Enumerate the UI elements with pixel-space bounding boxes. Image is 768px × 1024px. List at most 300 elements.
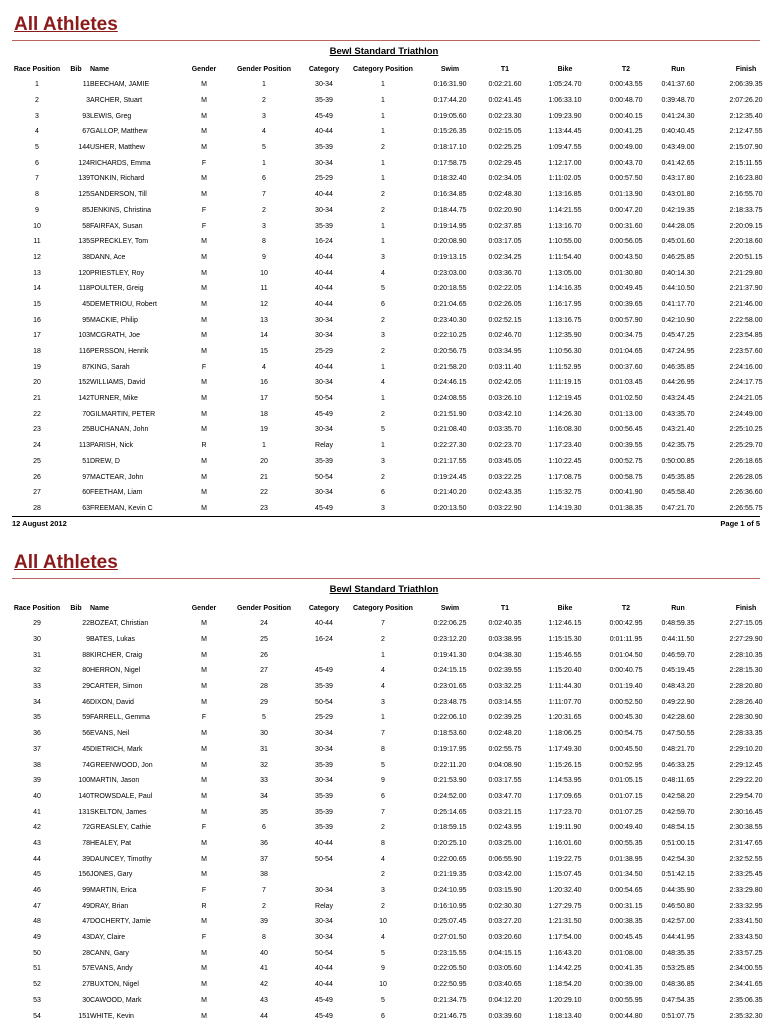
run-time-cell: 0:43:21.40 (661, 426, 695, 434)
race-position-cell: 2 (35, 97, 39, 105)
table-row (12, 297, 768, 313)
name-cell: HEALEY, Pat (90, 839, 132, 847)
race-position-cell: 4 (35, 128, 39, 136)
results-table (12, 62, 768, 516)
table-row (12, 930, 768, 946)
t2-time-cell: 0:00:40.75 (609, 667, 643, 675)
t1-time-cell: 0:03:15.90 (488, 887, 522, 895)
gender-position-cell: 10 (260, 269, 268, 277)
run-time-cell: 0:48:54.15 (661, 824, 695, 832)
gender-position-cell: 11 (260, 285, 268, 293)
name-cell: DREW, D (90, 457, 120, 465)
gender-position-cell: 41 (260, 965, 268, 973)
category-cell: 30-34 (315, 379, 333, 387)
gender-position-cell: 17 (260, 395, 268, 403)
t1-time-cell: 0:02:21.60 (488, 81, 522, 89)
event-name: Bewl Standard Triathlon (329, 584, 439, 595)
gender-cell: M (201, 949, 207, 957)
category-position-cell: 2 (381, 871, 385, 879)
bike-time-cell: 1:19:22.75 (548, 855, 582, 863)
t2-time-cell: 0:00:54.65 (609, 887, 643, 895)
table-row (12, 710, 768, 726)
bike-time-cell: 1:15:07.45 (548, 871, 582, 879)
gender-cell: M (201, 698, 207, 706)
gender-position-cell: 30 (260, 730, 268, 738)
category-position-cell: 1 (381, 97, 385, 105)
swim-time-cell: 0:20:25.10 (433, 839, 467, 847)
bib-cell: 124 (78, 159, 90, 167)
category-cell: 40-44 (315, 128, 333, 136)
gender-position-cell: 37 (260, 855, 268, 863)
category-cell: 40-44 (315, 839, 333, 847)
category-position-cell: 9 (381, 965, 385, 973)
category-cell: 35-39 (315, 792, 333, 800)
swim-time-cell: 0:21:34.75 (433, 996, 467, 1004)
t1-time-cell: 0:03:22.90 (488, 504, 522, 512)
gender-position-cell: 24 (260, 620, 268, 628)
bib-cell: 46 (82, 698, 90, 706)
category-position-cell: 1 (381, 112, 385, 120)
t1-time-cell: 0:03:17.55 (488, 777, 522, 785)
run-time-cell: 0:41:37.60 (661, 81, 695, 89)
t1-time-cell: 0:02:48.30 (488, 191, 522, 199)
name-cell: DAUNCEY, Timothy (90, 855, 152, 863)
category-position-cell: 6 (381, 1012, 385, 1020)
column-header-swim-time: Swim (440, 66, 460, 73)
swim-time-cell: 0:18:44.75 (433, 206, 467, 214)
t1-time-cell: 0:04:08.90 (488, 761, 522, 769)
t1-time-cell: 0:03:22.25 (488, 473, 522, 481)
bib-cell: 3 (86, 97, 90, 105)
t1-time-cell: 0:02:37.85 (488, 222, 522, 230)
name-cell: DIXON, David (90, 698, 134, 706)
category-cell: 40-44 (315, 363, 333, 371)
gender-position-cell: 15 (260, 348, 268, 356)
category-position-cell: 1 (381, 222, 385, 230)
bib-cell: 125 (78, 191, 90, 199)
table-row (12, 469, 768, 485)
category-cell: 40-44 (315, 269, 333, 277)
category-position-cell: 5 (381, 761, 385, 769)
category-cell: 30-34 (315, 426, 333, 434)
finish-time-cell: 2:24:17.75 (729, 379, 763, 387)
bib-cell: 45 (82, 745, 90, 753)
table-row (12, 438, 768, 454)
name-cell: LEWIS, Greg (90, 112, 132, 120)
race-position-cell: 12 (33, 253, 41, 261)
category-cell: 40-44 (315, 191, 333, 199)
t2-time-cell: 0:00:31.15 (609, 902, 643, 910)
finish-time-cell: 2:25:29.70 (729, 442, 763, 450)
t1-time-cell: 0:02:34.05 (488, 175, 522, 183)
category-position-cell: 2 (381, 316, 385, 324)
report-page-2 (0, 548, 768, 1024)
gender-cell: M (201, 253, 207, 261)
race-position-cell: 15 (33, 300, 41, 308)
run-time-cell: 0:42:10.90 (661, 316, 695, 324)
gender-cell: M (201, 128, 207, 136)
category-cell: 30-34 (315, 316, 333, 324)
table-row (12, 375, 768, 391)
swim-time-cell: 0:25:07.45 (433, 918, 467, 926)
category-position-cell: 3 (381, 887, 385, 895)
category-cell: 30-34 (315, 159, 333, 167)
run-time-cell: 0:48:21.70 (661, 745, 695, 753)
finish-time-cell: 2:12:35.40 (729, 112, 763, 120)
gender-cell: M (201, 981, 207, 989)
finish-time-cell: 2:23:54.85 (729, 332, 763, 340)
t1-time-cell: 0:02:23.70 (488, 442, 522, 450)
bib-cell: 22 (82, 620, 90, 628)
swim-time-cell: 0:19:41.30 (433, 651, 467, 659)
bike-time-cell: 1:20:31.65 (548, 714, 582, 722)
category-cell: Relay (315, 902, 333, 910)
category-position-cell: 7 (381, 808, 385, 816)
gender-position-cell: 8 (262, 934, 266, 942)
run-time-cell: 0:41:24.30 (661, 112, 695, 120)
gender-position-cell: 6 (262, 824, 266, 832)
t2-time-cell: 0:00:39.00 (609, 981, 643, 989)
category-cell: 25-29 (315, 348, 333, 356)
t2-time-cell: 0:01:34.50 (609, 871, 643, 879)
finish-time-cell: 2:25:10.25 (729, 426, 763, 434)
finish-time-cell: 2:28:30.90 (729, 714, 763, 722)
race-position-cell: 37 (33, 745, 41, 753)
gender-position-cell: 3 (262, 222, 266, 230)
table-row (12, 77, 768, 93)
table-row (12, 250, 768, 266)
bib-cell: 85 (82, 206, 90, 214)
table-row (12, 187, 768, 203)
race-position-cell: 46 (33, 887, 41, 895)
bib-cell: 142 (78, 395, 90, 403)
name-cell: BATES, Lukas (90, 636, 136, 644)
bib-cell: 25 (82, 426, 90, 434)
swim-time-cell: 0:20:56.75 (433, 348, 467, 356)
column-header-bib: Bib (70, 605, 82, 612)
race-position-cell: 44 (33, 855, 41, 863)
t2-time-cell: 0:00:42.95 (609, 620, 643, 628)
column-header-run-time: Run (671, 605, 685, 612)
t1-time-cell: 0:02:34.25 (488, 253, 522, 261)
bib-cell: 140 (78, 792, 90, 800)
t2-time-cell: 0:01:13.00 (609, 410, 643, 418)
t1-time-cell: 0:03:47.70 (488, 792, 522, 800)
t1-time-cell: 0:06:55.90 (488, 855, 522, 863)
category-position-cell: 2 (381, 824, 385, 832)
gender-cell: M (201, 348, 207, 356)
bib-cell: 43 (82, 934, 90, 942)
column-header-race-position: Race Position (13, 66, 61, 73)
gender-cell: R (201, 902, 207, 910)
t2-time-cell: 0:00:57.90 (609, 316, 643, 324)
swim-time-cell: 0:24:46.15 (433, 379, 467, 387)
category-cell: 50-54 (315, 473, 333, 481)
category-position-cell: 3 (381, 504, 385, 512)
t1-time-cell: 0:02:25.25 (488, 144, 522, 152)
run-time-cell: 0:49:22.90 (661, 698, 695, 706)
table-row (12, 663, 768, 679)
table-row (12, 632, 768, 648)
gender-cell: F (201, 363, 207, 371)
name-cell: GREENWOOD, Jon (90, 761, 153, 769)
run-time-cell: 0:48:36.85 (661, 981, 695, 989)
t1-time-cell: 0:03:25.00 (488, 839, 522, 847)
gender-position-cell: 7 (262, 887, 266, 895)
name-cell: POULTER, Greig (90, 285, 144, 293)
run-time-cell: 0:45:35.85 (661, 473, 695, 481)
bib-cell: 95 (82, 316, 90, 324)
t2-time-cell: 0:00:52.50 (609, 698, 643, 706)
race-position-cell: 41 (33, 808, 41, 816)
bib-cell: 113 (78, 442, 90, 450)
gender-cell: M (201, 965, 207, 973)
gender-cell: M (201, 457, 207, 465)
table-row (12, 883, 768, 899)
finish-time-cell: 2:34:00.55 (729, 965, 763, 973)
bike-time-cell: 1:14:42.25 (548, 965, 582, 973)
t1-time-cell: 0:03:36.70 (488, 269, 522, 277)
category-position-cell: 6 (381, 792, 385, 800)
finish-time-cell: 2:29:22.20 (729, 777, 763, 785)
bike-time-cell: 1:11:02.05 (548, 175, 582, 183)
gender-position-cell: 2 (262, 902, 266, 910)
gender-cell: M (201, 792, 207, 800)
bike-time-cell: 1:16:43.20 (548, 949, 582, 957)
run-time-cell: 0:45:01.60 (661, 238, 695, 246)
report-title: All Athletes (14, 14, 118, 35)
table-row (12, 993, 768, 1009)
gender-position-cell: 42 (260, 981, 268, 989)
category-position-cell: 1 (381, 651, 385, 659)
gender-position-cell: 7 (262, 191, 266, 199)
run-time-cell: 0:44:10.50 (661, 285, 695, 293)
category-cell: 30-34 (315, 730, 333, 738)
gender-position-cell: 14 (260, 332, 268, 340)
gender-cell: M (201, 996, 207, 1004)
race-position-cell: 43 (33, 839, 41, 847)
category-position-cell: 5 (381, 426, 385, 434)
t1-time-cell: 0:04:38.30 (488, 651, 522, 659)
category-position-cell: 9 (381, 777, 385, 785)
bike-time-cell: 1:11:07.70 (548, 698, 582, 706)
name-cell: BUCHANAN, John (90, 426, 149, 434)
bib-cell: 67 (82, 128, 90, 136)
category-cell: 35-39 (315, 222, 333, 230)
t1-time-cell: 0:03:21.15 (488, 808, 522, 816)
race-position-cell: 27 (33, 489, 41, 497)
gender-cell: F (201, 206, 207, 214)
swim-time-cell: 0:20:08.90 (433, 238, 467, 246)
table-row (12, 804, 768, 820)
category-position-cell: 2 (381, 348, 385, 356)
run-time-cell: 0:47:21.70 (661, 504, 695, 512)
category-position-cell: 7 (381, 620, 385, 628)
gender-position-cell: 16 (260, 379, 268, 387)
swim-time-cell: 0:22:10.25 (433, 332, 467, 340)
category-position-cell: 1 (381, 714, 385, 722)
gender-position-cell: 19 (260, 426, 268, 434)
swim-time-cell: 0:22:27.30 (433, 442, 467, 450)
name-cell: SPRECKLEY, Tom (90, 238, 149, 246)
gender-cell: M (201, 855, 207, 863)
column-header-gender-position: Gender Position (236, 66, 292, 73)
t1-time-cell: 0:03:35.70 (488, 426, 522, 434)
bike-time-cell: 1:10:22.45 (548, 457, 582, 465)
name-cell: FEETHAM, Liam (90, 489, 143, 497)
t2-time-cell: 0:00:45.50 (609, 745, 643, 753)
race-position-cell: 54 (33, 1012, 41, 1020)
t2-time-cell: 0:00:57.50 (609, 175, 643, 183)
category-cell (302, 647, 346, 663)
t1-time-cell: 0:02:23.30 (488, 112, 522, 120)
table-row (12, 265, 768, 281)
race-position-cell: 5 (35, 144, 39, 152)
column-header-finish-time: Finish (735, 66, 757, 73)
swim-time-cell: 0:24:10.95 (433, 887, 467, 895)
category-position-cell: 2 (381, 206, 385, 214)
finish-time-cell: 2:20:18.60 (729, 238, 763, 246)
gender-position-cell: 6 (262, 175, 266, 183)
swim-time-cell: 0:25:14.65 (433, 808, 467, 816)
race-position-cell: 19 (33, 363, 41, 371)
finish-time-cell: 2:32:52.55 (729, 855, 763, 863)
finish-time-cell: 2:07:26.20 (729, 97, 763, 105)
bib-cell: 144 (78, 144, 90, 152)
results-body (12, 77, 768, 516)
gender-position-cell: 20 (260, 457, 268, 465)
race-position-cell: 34 (33, 698, 41, 706)
finish-time-cell: 2:28:20.80 (729, 683, 763, 691)
category-position-cell: 1 (381, 128, 385, 136)
gender-position-cell: 18 (260, 410, 268, 418)
name-cell: BOZEAT, Christian (90, 620, 149, 628)
bike-time-cell: 1:06:33.10 (548, 97, 582, 105)
run-time-cell: 0:44:35.90 (661, 887, 695, 895)
run-time-cell: 0:42:35.75 (661, 442, 695, 450)
finish-time-cell: 2:22:58.00 (729, 316, 763, 324)
swim-time-cell: 0:18:32.40 (433, 175, 467, 183)
swim-time-cell: 0:17:44.20 (433, 97, 467, 105)
gender-cell: F (201, 887, 207, 895)
swim-time-cell: 0:24:52.00 (433, 792, 467, 800)
category-cell: 45-49 (315, 667, 333, 675)
race-position-cell: 1 (35, 81, 39, 89)
race-position-cell: 52 (33, 981, 41, 989)
race-position-cell: 21 (33, 395, 41, 403)
category-cell: 50-54 (315, 698, 333, 706)
title-divider (12, 40, 760, 41)
finish-time-cell: 2:26:28.05 (729, 473, 763, 481)
column-header-name: Name (90, 605, 110, 612)
category-position-cell: 3 (381, 457, 385, 465)
run-time-cell: 0:46:59.70 (661, 651, 695, 659)
race-position-cell: 47 (33, 902, 41, 910)
swim-time-cell: 0:16:31.90 (433, 81, 467, 89)
table-row (12, 757, 768, 773)
run-time-cell: 0:46:25.85 (661, 253, 695, 261)
name-cell: ARCHER, Stuart (90, 97, 143, 105)
run-time-cell: 0:43:35.70 (661, 410, 695, 418)
category-cell: Relay (315, 442, 333, 450)
name-cell: SKELTON, James (90, 808, 147, 816)
t2-time-cell: 0:00:45.30 (609, 714, 643, 722)
t2-time-cell: 0:00:52.95 (609, 761, 643, 769)
t2-time-cell: 0:00:44.80 (609, 1012, 643, 1020)
finish-time-cell: 2:24:49.00 (729, 410, 763, 418)
bike-time-cell: 1:16:08.30 (548, 426, 582, 434)
bike-time-cell: 1:14:26.30 (548, 410, 582, 418)
gender-position-cell: 34 (260, 792, 268, 800)
run-time-cell: 0:39:48.70 (661, 97, 695, 105)
race-position-cell: 49 (33, 934, 41, 942)
gender-position-cell: 40 (260, 949, 268, 957)
bike-time-cell: 1:13:16.75 (548, 316, 582, 324)
bike-time-cell: 1:18:13.40 (548, 1012, 582, 1020)
gender-cell: M (201, 379, 207, 387)
column-header-t1-time: T1 (500, 66, 510, 73)
swim-time-cell: 0:19:13.15 (433, 253, 467, 261)
run-time-cell: 0:53:25.85 (661, 965, 695, 973)
t1-time-cell: 0:03:34.95 (488, 348, 522, 356)
swim-time-cell: 0:18:17.10 (433, 144, 467, 152)
table-row (12, 1008, 768, 1024)
column-header-category: Category (308, 605, 340, 612)
run-time-cell: 0:45:58.40 (661, 489, 695, 497)
table-row (12, 820, 768, 836)
gender-cell: M (201, 1012, 207, 1020)
run-time-cell: 0:47:24.95 (661, 348, 695, 356)
swim-time-cell: 0:21:08.40 (433, 426, 467, 434)
category-position-cell: 1 (381, 363, 385, 371)
name-cell: CANN, Gary (90, 949, 129, 957)
bike-time-cell: 1:12:46.15 (548, 620, 582, 628)
run-time-cell: 0:47:50.55 (661, 730, 695, 738)
swim-time-cell: 0:18:53.60 (433, 730, 467, 738)
bike-time-cell: 1:17:23.70 (548, 808, 582, 816)
name-cell: DOCHERTY, Jamie (90, 918, 151, 926)
run-time-cell: 0:42:57.00 (661, 918, 695, 926)
bib-cell: 156 (78, 871, 90, 879)
run-time-cell: 0:48:43.20 (661, 683, 695, 691)
swim-time-cell: 0:21:46.75 (433, 1012, 467, 1020)
table-row (12, 726, 768, 742)
t2-time-cell: 0:01:04.65 (609, 348, 643, 356)
race-position-cell: 42 (33, 824, 41, 832)
bike-time-cell: 1:14:19.30 (548, 504, 582, 512)
t1-time-cell: 0:03:26.10 (488, 395, 522, 403)
category-cell: 16-24 (315, 238, 333, 246)
gender-position-cell: 29 (260, 698, 268, 706)
gender-cell: M (201, 871, 207, 879)
bib-cell: 74 (82, 761, 90, 769)
column-header-gender: Gender (191, 605, 217, 612)
column-header-t2-time: T2 (621, 66, 631, 73)
race-position-cell: 3 (35, 112, 39, 120)
run-time-cell: 0:40:40.45 (661, 128, 695, 136)
finish-time-cell: 2:35:06.35 (729, 996, 763, 1004)
finish-time-cell: 2:23:57.60 (729, 348, 763, 356)
name-cell: EVANS, Andy (90, 965, 133, 973)
table-row (12, 485, 768, 501)
swim-time-cell: 0:19:05.60 (433, 112, 467, 120)
category-cell: 30-34 (315, 934, 333, 942)
category-cell: 40-44 (315, 620, 333, 628)
name-cell: FARRELL, Gemma (90, 714, 150, 722)
swim-time-cell: 0:21:04.65 (433, 300, 467, 308)
category-cell: 35-39 (315, 97, 333, 105)
finish-time-cell: 2:30:16.45 (729, 808, 763, 816)
